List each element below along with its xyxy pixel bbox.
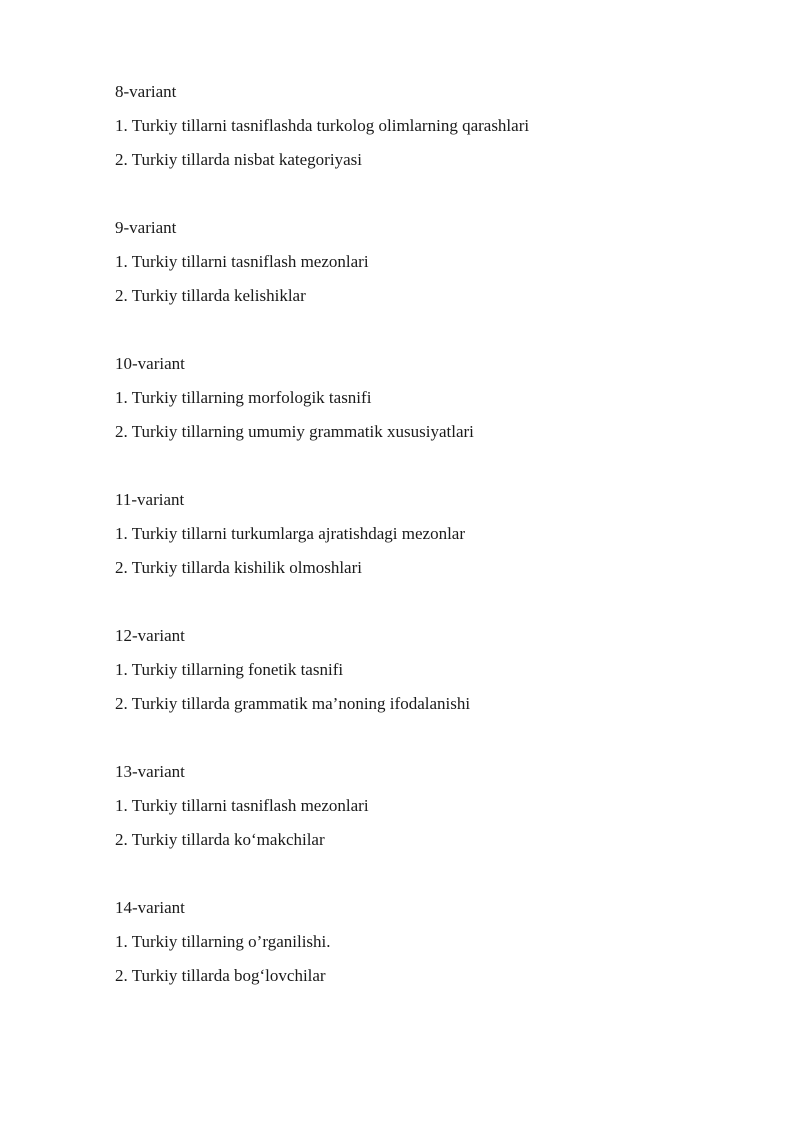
variant-block — [115, 347, 755, 449]
question-item: 2. Turkiy tillarda kishilik olmoshlari — [115, 558, 362, 577]
variant-heading: 10-variant — [115, 354, 185, 373]
variant-block — [115, 891, 755, 993]
question-item: 2. Turkiy tillarda nisbat kategoriyasi — [115, 150, 362, 169]
document-page — [115, 75, 755, 1027]
question-item: 2. Turkiy tillarda bog‘lovchilar — [115, 966, 326, 985]
variant-heading: 9-variant — [115, 218, 177, 237]
variant-heading: 14-variant — [115, 898, 185, 917]
question-item: 2. Turkiy tillarda ko‘makchilar — [115, 830, 325, 849]
question-item: 1. Turkiy tillarni tasniflashda turkolog olimlarning qarashlari — [115, 116, 530, 135]
variant-heading: 12-variant — [115, 626, 185, 645]
question-item: 1. Turkiy tillarni turkumlarga ajratishdagi mezonlar — [115, 524, 466, 543]
question-item: 1. Turkiy tillarni tasniflash mezonlari — [115, 796, 369, 815]
variant-block — [115, 755, 755, 857]
question-item: 1. Turkiy tillarni tasniflash mezonlari — [115, 252, 369, 271]
variant-block — [115, 75, 755, 177]
question-item: 2. Turkiy tillarning umumiy grammatik xususiyatlari — [115, 422, 474, 441]
question-item: 2. Turkiy tillarda kelishiklar — [115, 286, 306, 305]
variant-block — [115, 211, 755, 313]
variant-heading: 8-variant — [115, 82, 177, 101]
question-item: 1. Turkiy tillarning morfologik tasnifi — [115, 388, 372, 407]
variant-heading: 13-variant — [115, 762, 185, 781]
variant-heading: 11-variant — [115, 490, 185, 509]
variant-block — [115, 483, 755, 585]
question-item: 1. Turkiy tillarning o’rganilishi. — [115, 932, 331, 951]
variant-block — [115, 619, 755, 721]
question-item: 2. Turkiy tillarda grammatik ma’noning ifodalanishi — [115, 694, 471, 713]
question-item: 1. Turkiy tillarning fonetik tasnifi — [115, 660, 344, 679]
